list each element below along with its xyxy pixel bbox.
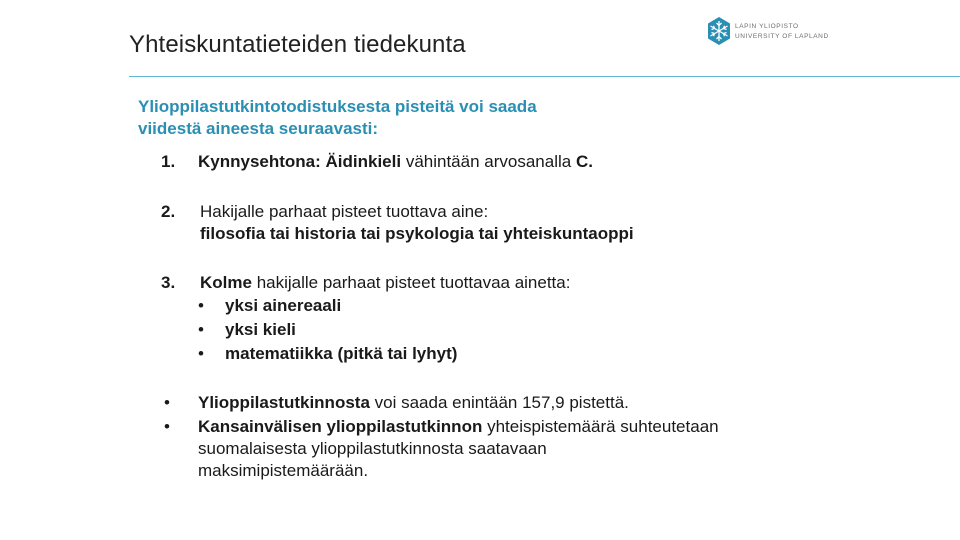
sub-item: • yksi kieli (198, 320, 296, 339)
item-bold-text: Kynnysehtona: Äidinkieli (198, 152, 402, 171)
list-item-2 (0, 201, 960, 249)
sub-item: • matematiikka (pitkä tai lyhyt) (198, 344, 458, 363)
bullet-icon: • (164, 393, 170, 412)
bullet-icon: • (198, 344, 204, 363)
note-line-3: maksimipistemäärään. (198, 461, 369, 480)
list-item-1 (0, 151, 960, 175)
note-text: yhteispistemäärä suhteutetaan (482, 417, 719, 436)
snowflake-logo-icon (706, 16, 732, 46)
item-number: 1. (161, 152, 176, 171)
intro-text (138, 96, 658, 140)
page-title: Yhteiskuntatieteiden tiedekunta (129, 31, 466, 58)
title-divider (129, 76, 960, 77)
notes-list (0, 392, 960, 484)
note-text: voi saada enintään 157,9 pistettä. (369, 393, 629, 412)
note-bold-text: Ylioppilastutkinnosta (198, 393, 370, 412)
logo-text-fi: LAPIN YLIOPISTO (735, 23, 799, 30)
item-bold-text: Kolme (200, 273, 252, 292)
item-line-1: Hakijalle parhaat pisteet tuottava aine: (200, 202, 489, 221)
item-line-2: filosofia tai historia tai psykologia tai yhteiskuntaoppi (200, 224, 634, 243)
list-item-3 (0, 272, 960, 364)
sub-item: • yksi ainereaali (198, 296, 342, 315)
bullet-icon: • (198, 296, 204, 315)
intro-line-1: Ylioppilastutkintotodistuksesta pisteitä voi saada (138, 97, 537, 116)
item-number: 2. (161, 202, 176, 221)
note-line-2: suomalaisesta ylioppilastutkinnosta saatavaan (198, 439, 547, 458)
item-text: vähintään arvosanalla (401, 152, 576, 171)
note-bold-text: Kansainvälisen ylioppilastutkinnon (198, 417, 483, 436)
logo-text-en: UNIVERSITY OF LAPLAND (735, 33, 829, 40)
intro-line-2: viidestä aineesta seuraavasti: (138, 119, 379, 138)
bullet-icon: • (164, 417, 170, 436)
grade-text: C. (575, 152, 593, 171)
item-number: 3. (161, 273, 176, 292)
bullet-icon: • (198, 320, 204, 339)
university-logo (706, 16, 829, 48)
item-text: hakijalle parhaat pisteet tuottavaa ainetta: (251, 273, 571, 292)
